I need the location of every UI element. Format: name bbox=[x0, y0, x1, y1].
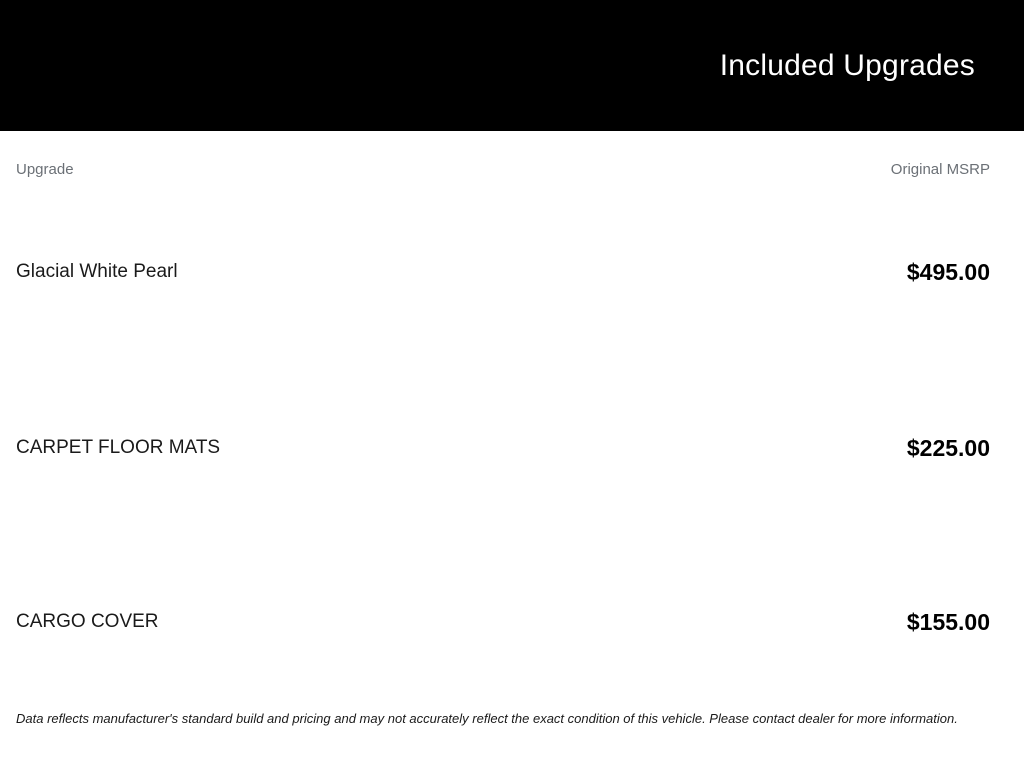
table-row bbox=[0, 435, 1024, 461]
column-header-original-msrp: Original MSRP bbox=[890, 161, 990, 178]
upgrade-name: CARPET FLOOR MATS bbox=[16, 437, 221, 458]
upgrade-name: CARGO COVER bbox=[16, 611, 159, 632]
upgrade-msrp: $225.00 bbox=[906, 435, 990, 461]
header-bar bbox=[0, 0, 1024, 131]
upgrade-name: Glacial White Pearl bbox=[16, 261, 178, 282]
column-header-upgrade: Upgrade bbox=[16, 161, 74, 178]
page-title: Included Upgrades bbox=[719, 48, 975, 82]
disclaimer-text: Data reflects manufacturer's standard build and pricing and may not accurately reflect the exact condition of this vehicle. Please contact dealer for more information. bbox=[16, 711, 958, 726]
table-row bbox=[0, 609, 1024, 635]
upgrade-msrp: $495.00 bbox=[906, 259, 990, 285]
table-row bbox=[0, 259, 1024, 285]
table-column-headers bbox=[0, 161, 1024, 179]
upgrade-msrp: $155.00 bbox=[906, 609, 990, 635]
